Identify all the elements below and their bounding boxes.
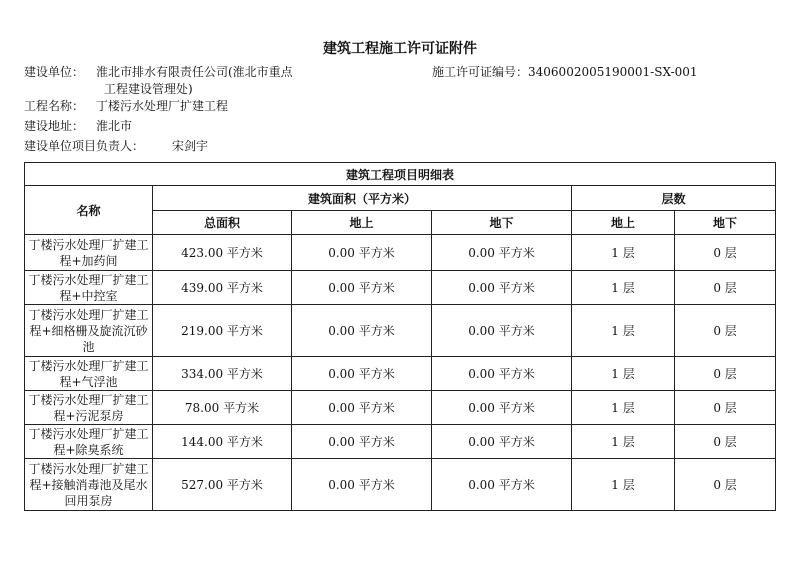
project-name-value: 丁楼污水处理厂扩建工程 <box>96 99 229 113</box>
total-area-cell: 219.00 平方米 <box>153 305 292 357</box>
above-ground-area-cell: 0.00 平方米 <box>292 425 432 459</box>
name-cell: 丁楼污水处理厂扩建工程+细格栅及旋流沉砂池 <box>25 305 153 357</box>
document-title: 建筑工程施工许可证附件 <box>323 41 477 57</box>
above-ground-area-cell: 0.00 平方米 <box>292 459 432 511</box>
column-header-name: 名称 <box>25 186 153 235</box>
floors-below-cell: 0 层 <box>675 357 776 391</box>
below-ground-area-cell: 0.00 平方米 <box>432 271 572 305</box>
floors-above-cell: 1 层 <box>572 357 675 391</box>
construction-unit <box>24 64 293 81</box>
total-area-cell: 527.00 平方米 <box>153 459 292 511</box>
subheader-floors-below: 地下 <box>675 211 776 235</box>
below-ground-area-cell: 0.00 平方米 <box>432 391 572 425</box>
below-ground-area-cell: 0.00 平方米 <box>432 425 572 459</box>
floors-above-cell: 1 层 <box>572 271 675 305</box>
floors-above-cell: 1 层 <box>572 235 675 271</box>
construction-address <box>24 118 132 135</box>
subheader-above-ground-area: 地上 <box>292 211 432 235</box>
column-header-floors: 层数 <box>572 186 776 211</box>
above-ground-area-cell: 0.00 平方米 <box>292 357 432 391</box>
construction-unit-value-line1: 淮北市排水有限责任公司(淮北市重点 <box>96 65 293 79</box>
below-ground-area-cell: 0.00 平方米 <box>432 235 572 271</box>
floors-below-cell: 0 层 <box>675 235 776 271</box>
floors-below-cell: 0 层 <box>675 305 776 357</box>
permit-number <box>432 64 698 81</box>
below-ground-area-cell: 0.00 平方米 <box>432 459 572 511</box>
floors-above-cell: 1 层 <box>572 459 675 511</box>
floors-above-cell: 1 层 <box>572 305 675 357</box>
above-ground-area-cell: 0.00 平方米 <box>292 305 432 357</box>
construction-unit-value-line2: 工程建设管理处) <box>104 82 193 96</box>
table-row <box>25 305 776 357</box>
name-cell: 丁楼污水处理厂扩建工程+中控室 <box>25 271 153 305</box>
construction-unit-label: 建设单位： <box>24 65 85 79</box>
below-ground-area-cell: 0.00 平方米 <box>432 305 572 357</box>
floors-above-cell: 1 层 <box>572 425 675 459</box>
name-cell: 丁楼污水处理厂扩建工程+污泥泵房 <box>25 391 153 425</box>
project-name-label: 工程名称： <box>24 99 85 113</box>
table-row <box>25 357 776 391</box>
name-cell: 丁楼污水处理厂扩建工程+接触消毒池及尾水回用泵房 <box>25 459 153 511</box>
above-ground-area-cell: 0.00 平方米 <box>292 235 432 271</box>
subheader-total-area: 总面积 <box>153 211 292 235</box>
total-area-cell: 423.00 平方米 <box>153 235 292 271</box>
below-ground-area-cell: 0.00 平方米 <box>432 357 572 391</box>
name-cell: 丁楼污水处理厂扩建工程+加药间 <box>25 235 153 271</box>
above-ground-area-cell: 0.00 平方米 <box>292 271 432 305</box>
construction-address-label: 建设地址： <box>24 119 85 133</box>
table-caption: 建筑工程项目明细表 <box>25 163 776 186</box>
floors-above-cell: 1 层 <box>572 391 675 425</box>
floors-below-cell: 0 层 <box>675 459 776 511</box>
total-area-cell: 78.00 平方米 <box>153 391 292 425</box>
subheader-floors-above: 地上 <box>572 211 675 235</box>
project-name <box>24 98 228 115</box>
project-detail-table <box>24 162 776 511</box>
table-row <box>25 459 776 511</box>
table-row <box>25 391 776 425</box>
name-cell: 丁楼污水处理厂扩建工程+除臭系统 <box>25 425 153 459</box>
above-ground-area-cell: 0.00 平方米 <box>292 391 432 425</box>
project-leader-label: 建设单位项目负责人： <box>24 139 145 153</box>
floors-below-cell: 0 层 <box>675 271 776 305</box>
floors-below-cell: 0 层 <box>675 391 776 425</box>
name-cell: 丁楼污水处理厂扩建工程+气浮池 <box>25 357 153 391</box>
project-leader <box>24 138 208 155</box>
total-area-cell: 334.00 平方米 <box>153 357 292 391</box>
construction-address-value: 淮北市 <box>96 119 133 133</box>
table-row <box>25 425 776 459</box>
subheader-below-ground-area: 地下 <box>432 211 572 235</box>
permit-number-value: 3406002005190001-SX-001 <box>528 65 698 79</box>
total-area-cell: 144.00 平方米 <box>153 425 292 459</box>
project-leader-value: 宋剑宇 <box>172 139 209 153</box>
permit-number-label: 施工许可证编号： <box>432 65 529 79</box>
table-row <box>25 235 776 271</box>
floors-below-cell: 0 层 <box>675 425 776 459</box>
table-row <box>25 271 776 305</box>
column-header-area: 建筑面积（平方米） <box>153 186 572 211</box>
total-area-cell: 439.00 平方米 <box>153 271 292 305</box>
